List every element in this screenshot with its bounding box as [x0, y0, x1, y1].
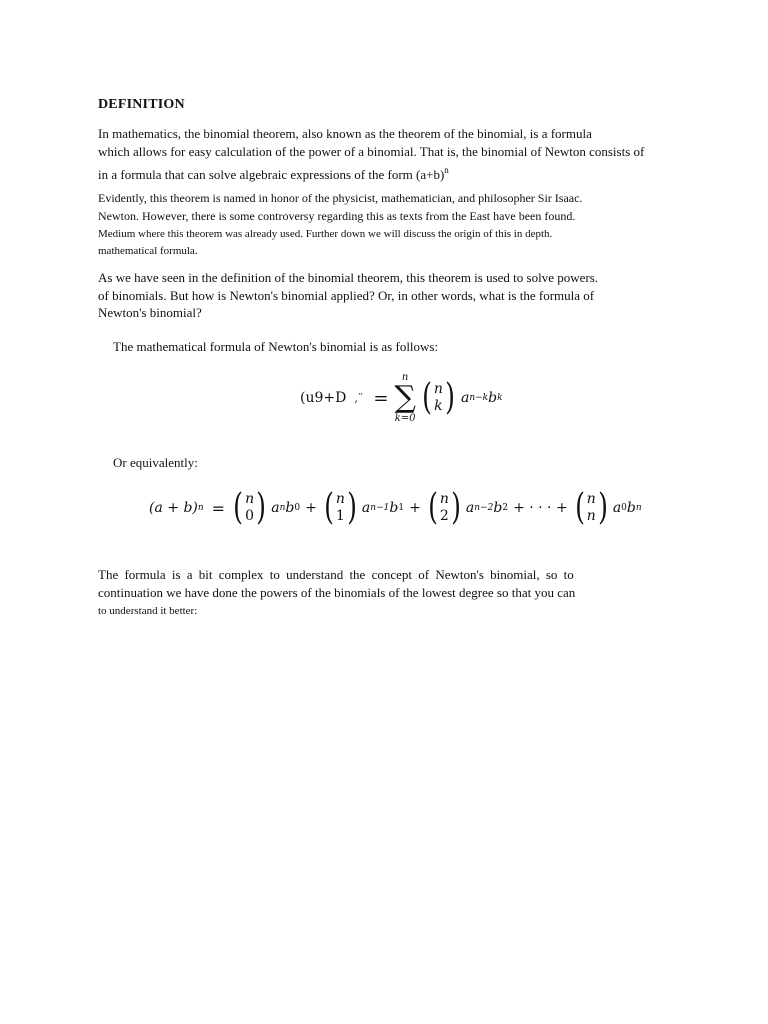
formula-1-lhs: (u9+D	[300, 390, 347, 406]
binomial-term-n: ( n n )	[574, 487, 608, 528]
formula-1-term-b-exp: k	[497, 393, 503, 403]
paragraph-1-line-3: in a formula that can solve algebraic expressions of the form $(a+b)^n$	[98, 165, 449, 182]
formula-1-lhs-tail: ,¨	[354, 391, 364, 405]
formula-1-term-b: b	[488, 390, 498, 406]
formula-2: (a + b) n = ( n 0 ) a n b 0 + ( n 1 ) a n−1 b 1 + ( n 2 ) a n−2 b 2 + · · · + ( n n ) a 0 b n	[149, 487, 642, 528]
paragraph-2-line-3: Medium where this theorem was already used. Further down we will discuss the origin of this in depth.	[98, 228, 553, 240]
paragraph-3-line-1: As we have seen in the definition of the binomial theorem, this theorem is used to solve powers.	[98, 270, 599, 285]
binomial-term-0: ( n 0 )	[233, 487, 267, 528]
paragraph-1-line-2: which allows for easy calculation of the power of a binomial. That is, the binomial of Newton consists of	[98, 144, 645, 159]
paragraph-2-line-4: mathematical formula.	[98, 245, 198, 257]
paragraph-2-line-2: Newton. However, there is some controversy regarding this as texts from the East have been found.	[98, 209, 576, 223]
paragraph-4-line-2: continuation we have done the powers of the binomials of the lowest degree so that you can	[98, 585, 576, 600]
binomial-term-2: ( n 2 )	[427, 487, 461, 528]
summation-symbol: n ∑ k=0	[394, 372, 416, 424]
paragraph-4-line-1: The formula is a bit complex to understand the concept of Newton's binomial, so to	[98, 567, 574, 582]
formula-2-equals: =	[211, 498, 226, 518]
paragraph-1-exponent: n	[444, 165, 449, 175]
formula-2-lhs-exp: n	[197, 503, 204, 513]
binomial-coefficient: ( n k )	[421, 377, 455, 418]
equivalently-label: Or equivalently:	[113, 455, 198, 470]
formula-1-equals: =	[373, 387, 389, 409]
paragraph-3-line-3: Newton's binomial?	[98, 305, 202, 320]
formula-1-term-a: a	[460, 390, 470, 406]
paragraph-4-line-3: to understand it better:	[98, 605, 198, 617]
formula-2-lhs: (a + b)	[149, 500, 198, 516]
paragraph-3-line-2: of binomials. But how is Newton's binomial applied? Or, in other words, what is the formula of	[98, 288, 595, 303]
paragraph-1-line-1: In mathematics, the binomial theorem, also known as the theorem of the binomial, is a formula	[98, 126, 592, 141]
section-heading: DEFINITION	[98, 97, 185, 112]
binomial-term-1: ( n 1 )	[323, 487, 357, 528]
formula-intro: The mathematical formula of Newton's binomial is as follows:	[113, 339, 439, 354]
formula-1-term-a-exp: n−k	[469, 393, 489, 403]
formula-1	[300, 372, 503, 424]
paragraph-2-line-1: Evidently, this theorem is named in honor of the physicist, mathematician, and philosopher Sir Isaac.	[98, 191, 583, 205]
